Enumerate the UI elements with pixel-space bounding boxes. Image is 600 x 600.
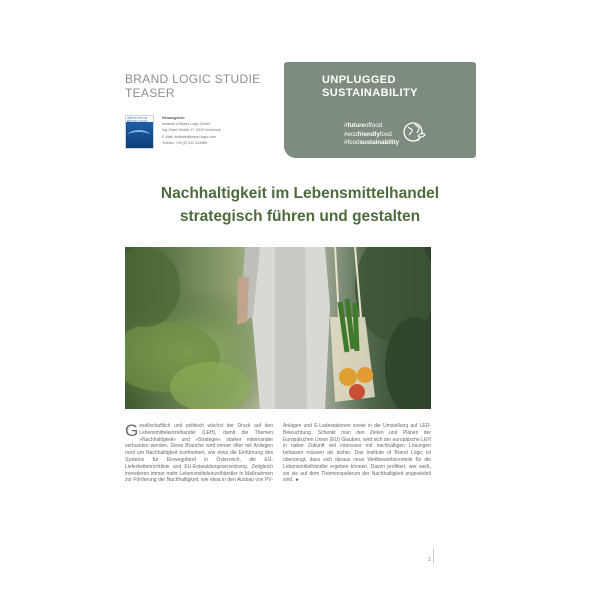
publisher-line4: Telefon: +43 (0) 512 344966 [162,140,208,145]
publisher-info [162,115,272,146]
hashtag-food-sustainability: #foodsustainability [344,139,400,146]
brand-logic-logo [125,115,154,149]
study-title-line2: TEASER [125,86,175,100]
photo-woman-with-mesh-bag [125,247,431,409]
article-text: esellschaftlich und politisch wächst der Druck auf den Lebensmitteleinzelhandel (LEH), damit die Themen »Nachhaltigkeit« und »Strategie« stärker miteinander verbunden werden. Diese Branche wird immer öfter mit Anliegen rund um Nachhaltigkeit konfrontiert, wie etwa die Einführung des Systems für Einwegpfand in Österreich, die EU-Lieferkettenrichtlinie und EU-Entwaldungsverordnung. Zeitgleich investieren immer mehr Lebensmitteleinzelhändler in Maßnahmen zur Förderung der Nachhaltigkeit, wie etwa in den Ausbau von PV-Anlagen und E-Ladestationen sowie in die Umstellung auf LED-Beleuchtung. Schenkt man den Zielen und Plänen der Europäischen Union (EU) Glauben, wird sich der europäische LEH in naher Zukunft viel intensiver mit nachhaltigen Lösungen befassen müssen als bisher. Das Institute of Brand Logic ist überzeugt, dass sich daraus neue Wettbewerbsvorteile für die Lebensmittelhändler ergeben können. Davon profitiert, wer weiß, wo sie auf dem Themenspektrum der Nachhaltigkeit angesiedelt sind. ► [125,423,431,484]
publisher-line3: E-Mail: institute@brand-logic.com [162,134,216,139]
headline [110,182,490,228]
study-title [125,72,275,100]
page-number: 1 [428,557,431,563]
publisher-line2: Ing.-Etzel-Straße 17, 6020 Innsbruck [162,128,221,133]
hashtag-list [344,122,399,148]
publisher-line1: Institute of Brand Logic GmbH [162,122,211,127]
theme-box [284,62,476,158]
logo-wave-icon [128,130,150,140]
dropcap: G [125,421,139,440]
hashtag-future-of-food: #futureoffood [344,122,383,129]
headline-line2: strategisch führen und gestalten [179,208,421,225]
logo-text: INSTITUTE OF BRAND LOGIC [127,116,148,123]
theme-title-line2: SUSTAINABILITY [322,87,418,99]
article-body [125,423,431,484]
study-title-line1: BRAND LOGIC STUDIE [125,72,261,86]
footer-rule [433,548,434,564]
headline-line1: Nachhaltigkeit im Lebensmittelhandel [160,185,440,202]
theme-title [322,74,418,100]
hashtag-eco-friendly-food: #ecofriendlyfood [344,130,392,138]
theme-title-line1: UNPLUGGED [322,74,396,86]
publisher-label: Herausgeber: [162,116,186,120]
sustainable-globe-icon [402,120,426,144]
